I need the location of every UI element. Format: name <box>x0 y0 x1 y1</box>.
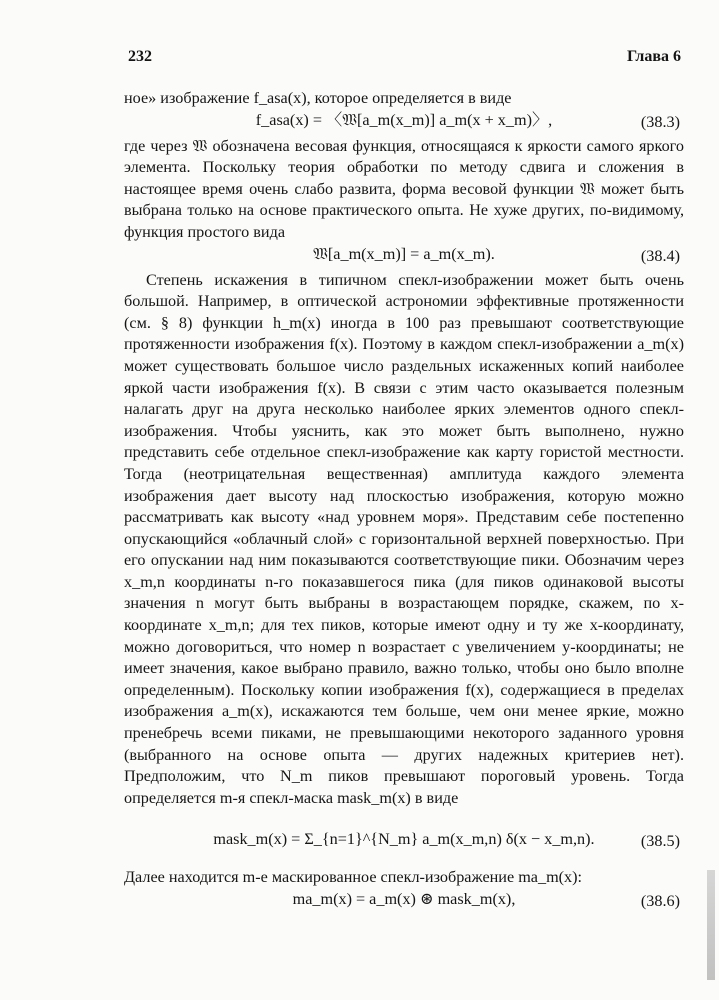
body-text <box>124 88 684 915</box>
equation-number: (38.5) <box>640 832 680 851</box>
equation-formula: ma_m(x) = a_m(x) ⊛ mask_m(x), <box>292 890 516 908</box>
page-edge-shadow <box>707 870 715 980</box>
equation-38-4 <box>124 244 684 270</box>
equation-formula: f_asa(x) = 〈𝔚[a_m(x_m)] a_m(x + x_m)〉, <box>255 110 553 129</box>
paragraph-masked: Далее находится m-е маскированное спекл-изображение ma_m(x): <box>124 868 583 887</box>
chapter-title: Глава 6 <box>627 48 681 65</box>
paragraph-weight-function: где через 𝔚 обозначена весовая функция, относящаяся к яркости самого яркого элемента. Поскольку теория обработки по методу сдвига и сложения в настоящее время очень слабо развита, форма весовой функции 𝔚 может быть выбрана только на основе практического опыта. Не хуже других, по-видимому, функция простого вида <box>124 136 684 241</box>
equation-formula: 𝔚[a_m(x_m)] = a_m(x_m). <box>313 244 495 263</box>
equation-38-5 <box>124 809 684 867</box>
paragraph-intro: ное» изображение f_asa(x), которое определяется в виде <box>124 89 512 107</box>
equation-number: (38.4) <box>640 246 680 265</box>
equation-formula: mask_m(x) = Σ_{n=1}^{N_m} a_m(x_m,n) δ(x − x_m,n). <box>213 830 595 849</box>
paragraph-distortion: Степень искажения в типичном спекл-изображении может быть очень большой. Например, в оптической астрономии эффективные протяженности (см. § 8) функции h_m(x) иногда в 100 раз превышают соответствующие протяженности изображения f(x). Поэтому в каждом спекл-изображении a_m(x) может существовать большое число раздельных искаженных копий наиболее яркой части изображения f(x). В связи с этим часто оказывается полезным налагать друг на друга несколько наиболее ярких элементов одного спекл-изображения. Чтобы уяснить, как это может быть выполнено, нужно представить себе отдельное спекл-изображение как карту гористой местности. Тогда (неотрицательная вещественная) амплитуда каждого элемента изображения дает высоту над плоскостью изображения, которую можно рассматривать как высоту «над уровнем моря». Представим себе постепенно опускающийся «облачный слой» с горизонтальной верхней поверхностью. При его опускании над ним показываются соответствующие пики. Обозначим через x_m,n координаты n-го показавшегося пика (для пиков одинаковой высоты значения n могут быть выбраны в возрастающем порядке, скажем, по x-координате x_m,n; для тех пиков, которые имеют одну и ту же x-координату, можно договориться, что номер n возрастает с увеличением y-координаты; не имеет значения, какое выбрано правило, важно только, чтобы оно было вполне определенным). Поскольку копии изображения f(x), содержащиеся в пределах изображения a_m(x), искажаются тем больше, чем они менее яркие, можно пренебречь всеми пиками, не превышающими некоторого заданного уровня (выбранного на основе опыта — других надежных критериев нет). Предположим, что N_m пиков превышают пороговый уровень. Тогда определяется m-я спекл-маска mask_m(x) в виде <box>124 270 684 807</box>
equation-38-3 <box>124 110 684 136</box>
equation-38-6 <box>124 889 684 915</box>
running-header <box>128 48 681 72</box>
page-number: 232 <box>128 48 152 65</box>
equation-number: (38.6) <box>640 892 680 910</box>
equation-number: (38.3) <box>640 112 680 131</box>
